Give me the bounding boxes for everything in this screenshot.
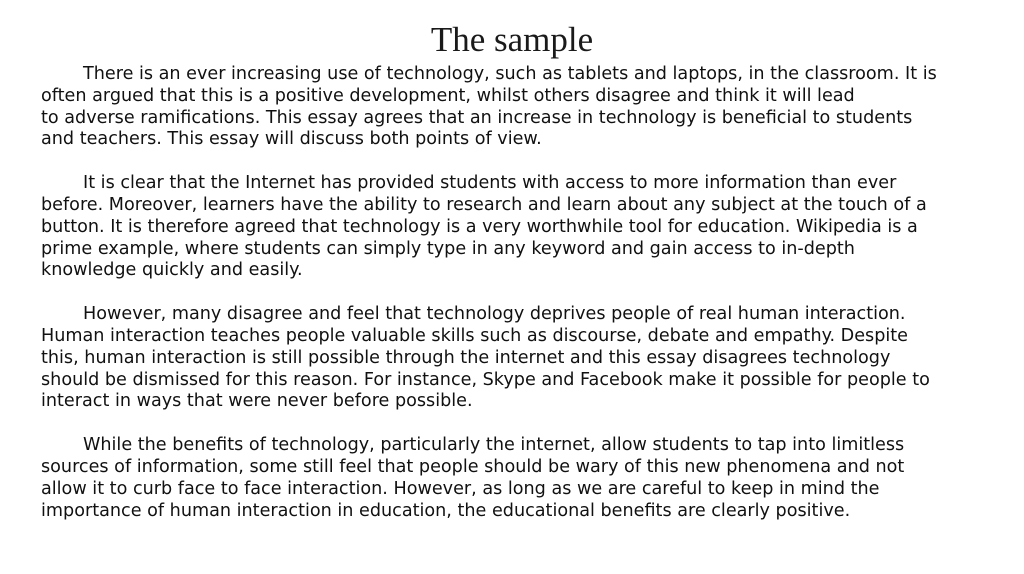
text-line: to adverse ramifications. This essay agrees that an increase in technology is beneficial to students bbox=[41, 107, 913, 128]
paragraph-human-interaction bbox=[41, 304, 991, 413]
text-line: importance of human interaction in education, the educational benefits are clearly positive. bbox=[41, 500, 851, 521]
text-line: allow it to curb face to face interaction. However, as long as we are careful to keep in mind the bbox=[41, 478, 880, 499]
paragraph-introduction bbox=[41, 64, 991, 151]
text-line: sources of information, some still feel that people should be wary of this new phenomena and not bbox=[41, 456, 905, 477]
slide-title: The sample bbox=[430, 20, 594, 59]
text-line: often argued that this is a positive development, whilst others disagree and think it will lead bbox=[41, 85, 855, 106]
text-line: should be dismissed for this reason. For instance, Skype and Facebook make it possible for people to bbox=[41, 369, 930, 390]
essay-body bbox=[41, 64, 991, 544]
text-line: knowledge quickly and easily. bbox=[41, 260, 303, 281]
text-line: this, human interaction is still possible through the internet and this essay disagrees technology bbox=[41, 347, 891, 368]
text-line: Human interaction teaches people valuable skills such as discourse, debate and empathy. Despite bbox=[41, 325, 908, 346]
text-line: before. Moreover, learners have the ability to research and learn about any subject at the touch of a bbox=[41, 194, 927, 215]
text-line: button. It is therefore agreed that technology is a very worthwhile tool for education. Wikipedia is a bbox=[41, 216, 918, 237]
text-line: and teachers. This essay will discuss both points of view. bbox=[41, 129, 542, 150]
paragraph-conclusion bbox=[41, 435, 991, 522]
text-line: interact in ways that were never before possible. bbox=[41, 391, 473, 412]
text-line: There is an ever increasing use of technology, such as tablets and laptops, in the classroom. It is bbox=[83, 64, 937, 84]
text-line: While the benefits of technology, particularly the internet, allow students to tap into limitless bbox=[83, 435, 905, 456]
text-line: However, many disagree and feel that technology deprives people of real human interaction. bbox=[83, 304, 906, 325]
paragraph-internet-access bbox=[41, 173, 991, 282]
text-line: prime example, where students can simply type in any keyword and gain access to in-depth bbox=[41, 238, 855, 259]
text-line: It is clear that the Internet has provided students with access to more information than ever bbox=[83, 173, 897, 194]
